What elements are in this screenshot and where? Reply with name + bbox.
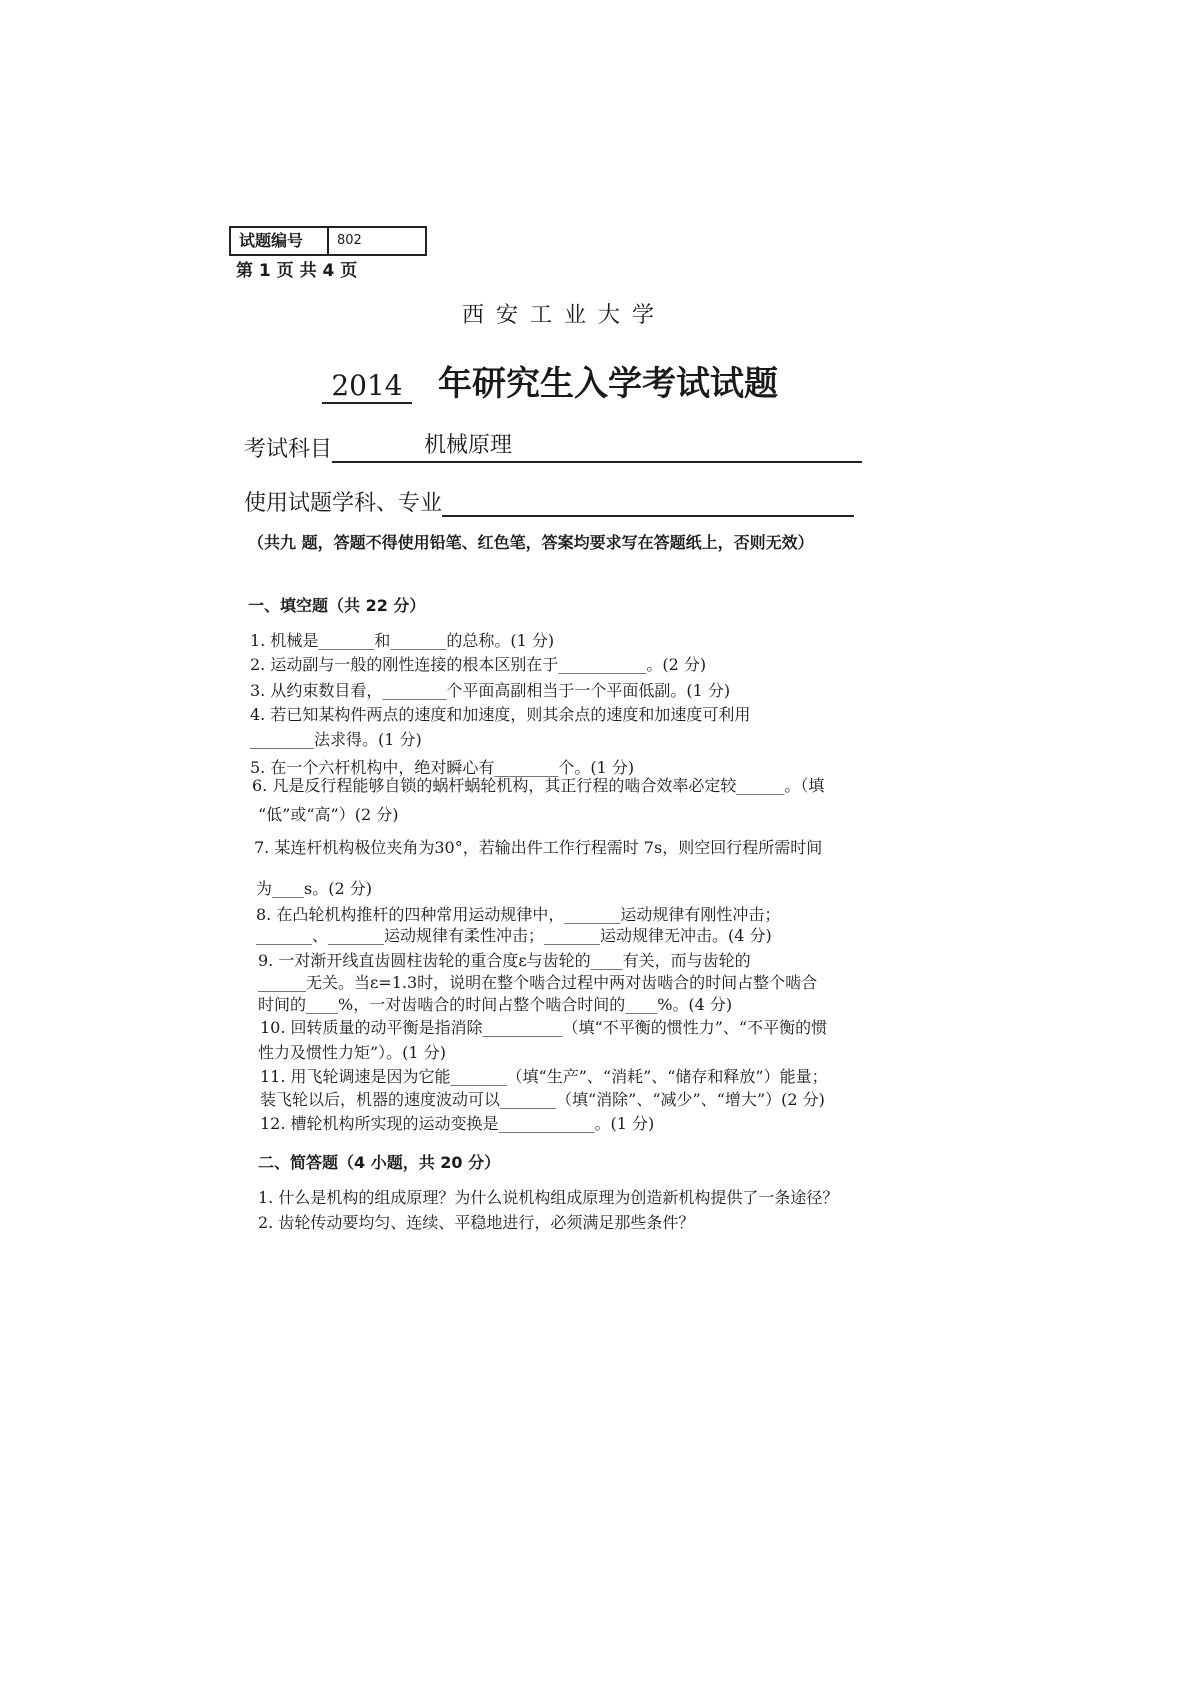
exam-year: 2014 [322, 369, 412, 404]
question-line: 时间的____%，一对齿啮合的时间占整个啮合时间的____%。(4 分) [258, 995, 733, 1014]
question-line: 12. 槽轮机构所实现的运动变换是____________。(1 分) [260, 1114, 655, 1133]
page-info: 第 1 页 共 4 页 [236, 261, 358, 281]
section1-title: 一、填空题（共 22 分） [248, 596, 426, 615]
short-answer-question: 2. 齿轮传动要均匀、连续、平稳地进行，必须满足那些条件？ [258, 1213, 695, 1232]
question-line: ________法求得。(1 分) [250, 730, 422, 749]
question-line: 8. 在凸轮机构推杆的四种常用运动规律中，_______运动规律有刚性冲击； [256, 905, 781, 924]
question-line: 10. 回转质量的动平衡是指消除__________（填“不平衡的惯性力”、“不平衡的惯 [260, 1018, 828, 1037]
question-line: 5. 在一个六杆机构中，绝对瞬心有________个。(1 分) [250, 758, 635, 777]
question-line: 4. 若已知某构件两点的速度和加速度，则其余点的速度和加速度可利用 [250, 705, 751, 724]
discipline-field [442, 489, 854, 517]
question-line: 7. 某连杆机构极位夹角为30°，若输出件工作行程需时 7s，则空回行程所需时间 [254, 838, 823, 857]
exam-code-box [229, 226, 427, 256]
question-line: 6. 凡是反行程能够自锁的蜗杆蜗轮机构，其正行程的啮合效率必定较______。（填 [252, 776, 825, 795]
exam-title-line [322, 356, 778, 405]
discipline-label: 使用试题学科、专业 [244, 491, 443, 516]
question-line: “低”或“高”）(2 分) [258, 805, 399, 824]
subject-label: 考试科目 [244, 437, 333, 462]
university-name: 西安工业大学 [462, 303, 667, 328]
subject-row [244, 432, 862, 463]
discipline-row [244, 486, 854, 517]
question-line: 9. 一对渐开线直齿圆柱齿轮的重合度ε与齿轮的____有关，而与齿轮的 [258, 951, 751, 970]
subject-value: 机械原理 [424, 433, 513, 458]
exam-note: （共九 题，答题不得使用铅笔、红色笔，答案均要求写在答题纸上，否则无效） [248, 533, 814, 552]
exam-title: 年研究生入学考试试题 [438, 364, 778, 404]
question-line: 2. 运动副与一般的刚性连接的根本区别在于___________。(2 分) [250, 655, 707, 674]
exam-code-value: 802 [337, 233, 362, 248]
section2-title: 二、简答题（4 小题，共 20 分） [258, 1153, 501, 1172]
question-line: _______、_______运动规律有柔性冲击；_______运动规律无冲击。(4 分) [256, 926, 772, 945]
question-line: 1. 机械是_______和_______的总称。(1 分) [250, 631, 555, 650]
question-line: 性力及惯性力矩”）。(1 分) [258, 1043, 446, 1062]
short-answer-question: 1. 什么是机构的组成原理？为什么说机构组成原理为创造新机构提供了一条途径？ [258, 1188, 839, 1207]
question-line: 11. 用飞轮调速是因为它能_______（填“生产”、“消耗”、“储存和释放”）能量； [260, 1067, 828, 1086]
question-line: 为____s。(2 分) [256, 879, 372, 898]
question-line: 3. 从约束数目看，________个平面高副相当于一个平面低副。(1 分) [250, 681, 731, 700]
subject-field [332, 435, 862, 463]
question-line: 装飞轮以后，机器的速度波动可以_______（填“消除”、“减少”、“增大”）(2 分) [260, 1090, 825, 1109]
question-line: ______无关。当ε=1.3时，说明在整个啮合过程中两对齿啮合的时间占整个啮合 [258, 973, 818, 992]
exam-code-label: 试题编号 [231, 228, 329, 254]
